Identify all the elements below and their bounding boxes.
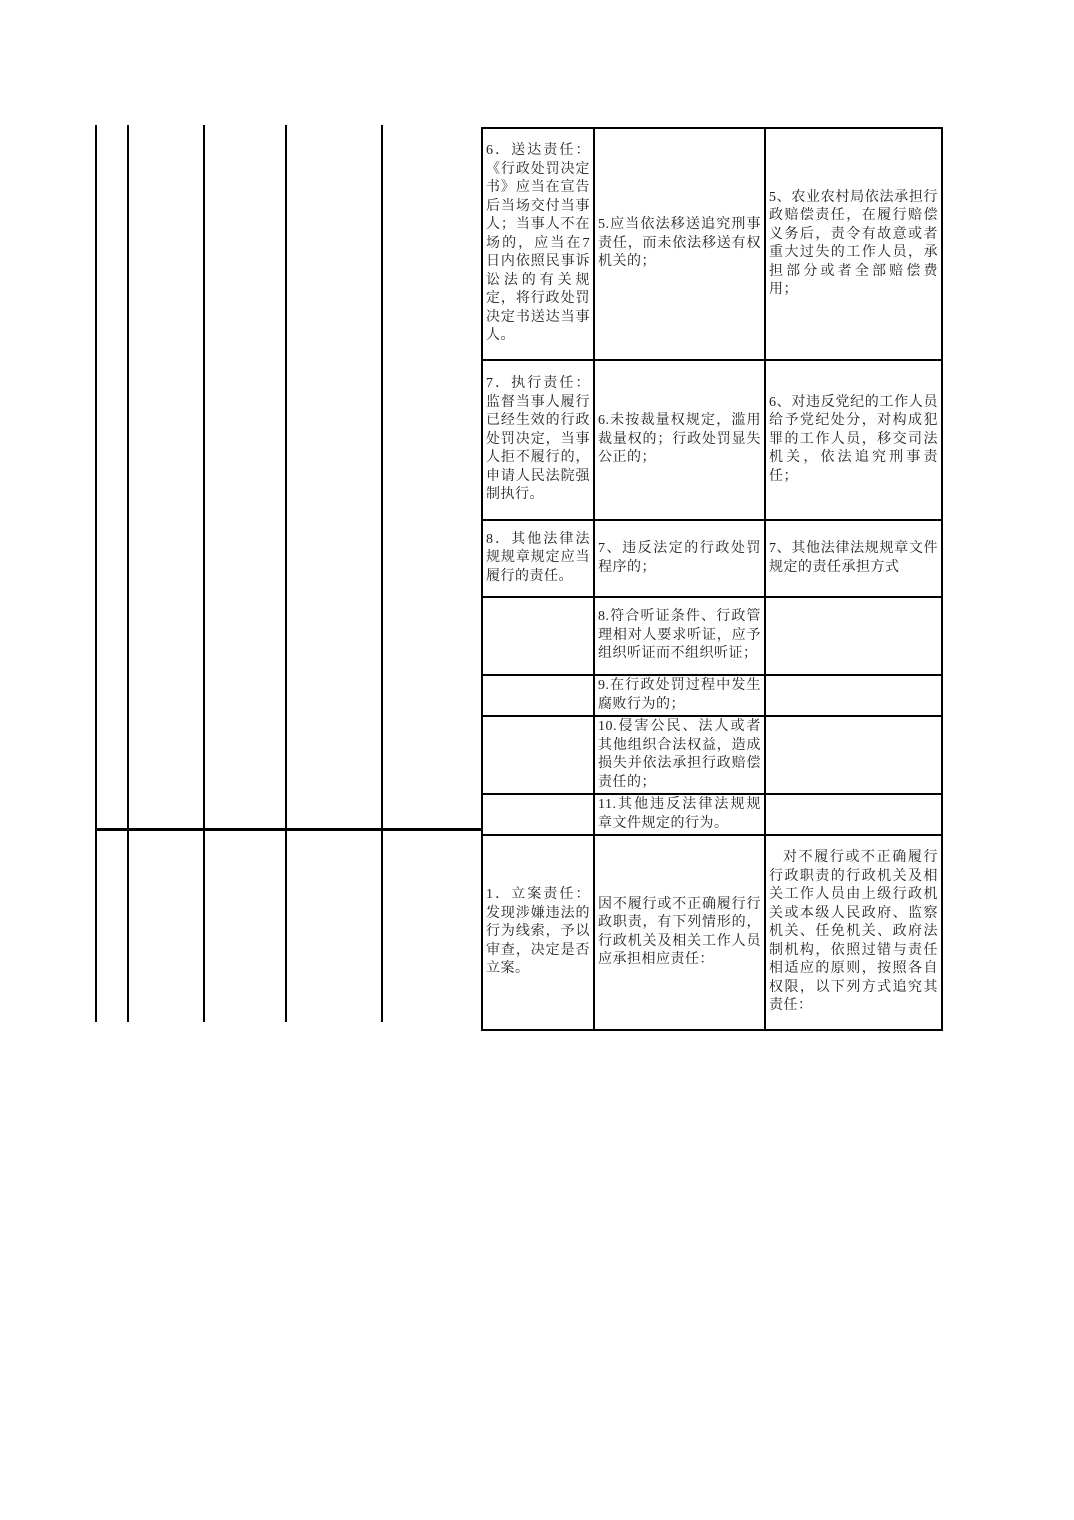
table-row xyxy=(482,675,942,716)
duty-cell-empty-1 xyxy=(482,597,594,675)
table-row xyxy=(482,597,942,675)
situation-cell-5: 5.应当依法移送追究刑事责任，而未依法移送有权机关的； xyxy=(594,128,765,360)
situation-cell-intro: 因不履行或不正确履行行政职责，有下列情形的，行政机关及相关工作人员应承担相应责任： xyxy=(594,835,765,1030)
accountability-cell-empty-1 xyxy=(765,597,942,675)
duty-cell-case-filing: 1．立案责任：发现涉嫌违法的行为线索，予以审查，决定是否立案。 xyxy=(482,835,594,1030)
left-column-divider-3 xyxy=(203,125,205,1022)
situation-cell-7: 7、违反法定的行政处罚程序的； xyxy=(594,520,765,597)
accountability-cell-6: 6、对违反党纪的工作人员给予党纪处分，对构成犯罪的工作人员，移交司法机关，依法追究刑事责任； xyxy=(765,360,942,520)
left-section-divider xyxy=(95,828,483,831)
table-row xyxy=(482,360,942,520)
situation-cell-6: 6.未按裁量权规定，滥用裁量权的；行政处罚显失公正的； xyxy=(594,360,765,520)
accountability-cell-empty-4 xyxy=(765,794,942,835)
duty-cell-empty-3 xyxy=(482,716,594,794)
responsibility-table xyxy=(481,127,943,1031)
situation-cell-11: 11.其他违反法律法规规章文件规定的行为。 xyxy=(594,794,765,835)
situation-cell-8: 8.符合听证条件、行政管理相对人要求听证，应予组织听证而不组织听证； xyxy=(594,597,765,675)
accountability-cell-empty-2 xyxy=(765,675,942,716)
table-row xyxy=(482,128,942,360)
table-row xyxy=(482,835,942,1030)
table-row xyxy=(482,716,942,794)
left-column-divider-2 xyxy=(127,125,129,1022)
situation-cell-9: 9.在行政处罚过程中发生腐败行为的； xyxy=(594,675,765,716)
duty-cell-empty-4 xyxy=(482,794,594,835)
situation-cell-10: 10.侵害公民、法人或者其他组织合法权益，造成损失并依法承担行政赔偿责任的； xyxy=(594,716,765,794)
accountability-cell-7: 7、其他法律法规规章文件规定的责任承担方式 xyxy=(765,520,942,597)
accountability-cell-5: 5、农业农村局依法承担行政赔偿责任，在履行赔偿义务后，责令有故意或者重大过失的工作人员，承担部分或者全部赔偿费用； xyxy=(765,128,942,360)
left-column-divider-4 xyxy=(285,125,287,1022)
duty-cell-enforcement: 7．执行责任：监督当事人履行已经生效的行政处罚决定，当事人拒不履行的，申请人民法院强制执行。 xyxy=(482,360,594,520)
accountability-intro-text: 对不履行或不正确履行行政职责的行政机关及相关工作人员由上级行政机关或本级人民政府、监察机关、任免机关、政府法制机构，依照过错与责任相适应的原则，按照各自权限，以下列方式追究其责任： xyxy=(769,850,938,1014)
accountability-cell-intro xyxy=(765,835,942,1030)
table-row xyxy=(482,520,942,597)
accountability-cell-empty-3 xyxy=(765,716,942,794)
duty-cell-empty-2 xyxy=(482,675,594,716)
duty-cell-delivery: 6．送达责任：《行政处罚决定书》应当在宣告后当场交付当事人；当事人不在场的，应当在7日内依照民事诉讼法的有关规定，将行政处罚决定书送达当事人。 xyxy=(482,128,594,360)
left-column-divider-1 xyxy=(95,125,97,1022)
left-column-divider-5 xyxy=(381,125,383,1022)
duty-cell-other-laws: 8．其他法律法规规章规定应当履行的责任。 xyxy=(482,520,594,597)
table-row xyxy=(482,794,942,835)
